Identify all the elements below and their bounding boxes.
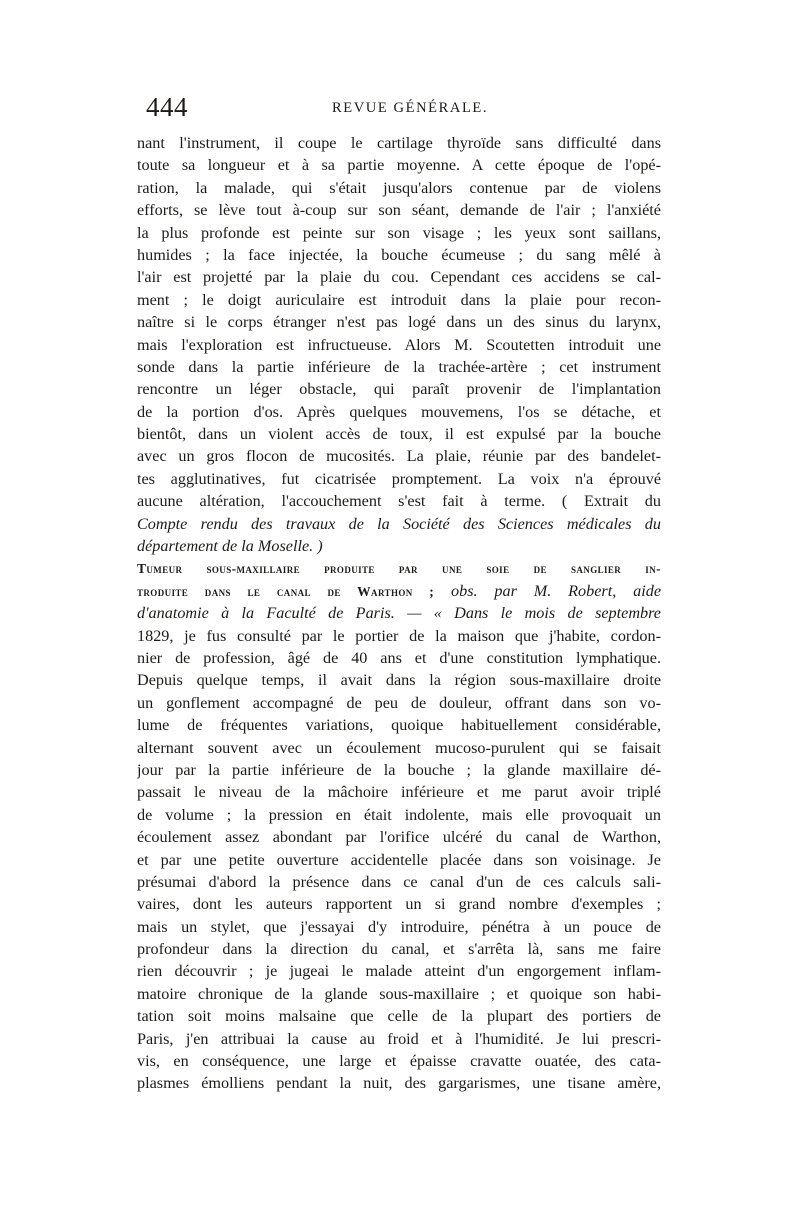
text-line: rencontre un léger obstacle, qui paraît provenir de l'implantation xyxy=(137,380,661,399)
text-line: aucune altération, l'accouchement s'est fait à terme. ( Extrait du xyxy=(137,492,661,511)
article-title-caps: Tumeur sous-maxillaire produite par une soie de sanglier in- xyxy=(137,561,661,577)
text-line: de la portion d'os. Après quelques mouvemens, l'os se détache, et xyxy=(137,402,661,421)
page-header xyxy=(146,92,656,126)
text-line: nant l'instrument, il coupe le cartilage thyroïde sans difficulté dans xyxy=(137,134,661,152)
text-line: lume de fréquentes variations, quoique habituellement considérable, xyxy=(137,716,661,735)
article-byline: obs. par M. Robert, aide xyxy=(434,581,661,600)
text-line: alternant souvent avec un écoulement mucoso-purulent qui se faisait xyxy=(137,738,661,757)
text-line: plasmes émolliens pendant la nuit, des gargarismes, une tisane amère, xyxy=(137,1074,661,1093)
citation-line: Compte rendu des travaux de la Société des Sciences médicales du xyxy=(137,514,661,533)
article-byline-line: d'anatomie à la Faculté de Paris. — « Dans le mois de septembre xyxy=(137,604,661,623)
text-line: vis, en conséquence, une large et épaisse cravatte ouatée, des cata- xyxy=(137,1052,661,1071)
text-line: avec un gros flocon de mucosités. La plaie, réunie par des bandelet- xyxy=(137,447,661,466)
text-line: 1829, je fus consulté par le portier de la maison que j'habite, cordon- xyxy=(137,626,661,645)
page-number: 444 xyxy=(146,92,188,122)
text-line: de volume ; la pression en était indolente, mais elle provoquait un xyxy=(137,805,661,824)
text-line: tation soit moins malsaine que celle de la plupart des portiers de xyxy=(137,1007,661,1026)
text-line: un gonflement accompagné de peu de douleur, offrant dans son vo- xyxy=(137,693,661,712)
text-line: la plus profonde est peinte sur son visage ; les yeux sont saillans, xyxy=(137,223,661,242)
text-line: jour par la partie inférieure de la bouche ; la glande maxillaire dé- xyxy=(137,760,661,779)
text-line: et par une petite ouverture accidentelle placée dans son voisinage. Je xyxy=(137,850,661,869)
text-line: passait le niveau de la mâchoire inférieure et me parut avoir triplé xyxy=(137,783,661,802)
article-title xyxy=(137,557,661,579)
text-line: sonde dans la partie inférieure de la trachée-artère ; cet instrument xyxy=(137,357,661,376)
article-title-caps: troduite dans le canal de Warthon ; xyxy=(137,583,435,599)
text-line: bientôt, dans un violent accès de toux, il est expulsé par la bouche xyxy=(137,425,661,444)
text-line: matoire chronique de la glande sous-maxillaire ; et quoique son habi- xyxy=(137,984,661,1003)
article-title-line xyxy=(137,580,661,602)
text-line: profondeur dans la direction du canal, et s'arrêta là, sans me faire xyxy=(137,940,661,959)
text-line: ment ; le doigt auriculaire est introduit dans la plaie pour recon- xyxy=(137,290,661,309)
text-line: vaires, dont les auteurs rapportent un si grand nombre d'exemples ; xyxy=(137,895,661,914)
text-line: mais un stylet, que j'essayai d'y introduire, pénétra à un pouce de xyxy=(137,917,661,936)
text-line: écoulement assez abondant par l'orifice ulcéré du canal de Warthon, xyxy=(137,828,661,847)
citation-line: département de la Moselle. ) xyxy=(137,537,323,556)
text-line: rien découvrir ; je jugeai le malade atteint d'un engorgement inflam- xyxy=(137,962,661,981)
running-head: REVUE GÉNÉRALE. xyxy=(332,100,489,116)
text-line: l'air est projetté par la plaie du cou. Cependant ces accidens se cal- xyxy=(137,268,661,287)
text-line: mais l'exploration est infructueuse. Alors M. Scoutetten introduit une xyxy=(137,335,661,354)
text-line: naître si le corps étranger n'est pas logé dans un des sinus du larynx, xyxy=(137,313,661,332)
text-line: Depuis quelque temps, il avait dans la région sous-maxillaire droite xyxy=(137,671,661,690)
text-line: humides ; la face injectée, la bouche écumeuse ; du sang mêlé à xyxy=(137,245,661,264)
text-line: présumai d'abord la présence dans ce canal d'un de ces calculs sali- xyxy=(137,872,661,891)
text-line: Paris, j'en attribuai la cause au froid et à l'humidité. Je lui prescri- xyxy=(137,1029,661,1048)
body-text xyxy=(137,132,661,1095)
text-line: nier de profession, âgé de 40 ans et d'une constitution lymphatique. xyxy=(137,648,661,667)
text-line: tes agglutinatives, fut cicatrisée promptement. La voix n'a éprouvé xyxy=(137,469,661,488)
text-line: efforts, se lève tout à-coup sur son séant, demande de l'air ; l'anxiété xyxy=(137,201,661,220)
text-line: toute sa longueur et à sa partie moyenne. A cette époque de l'opé- xyxy=(137,156,661,175)
text-line: ration, la malade, qui s'était jusqu'alors contenue par de violens xyxy=(137,178,661,197)
